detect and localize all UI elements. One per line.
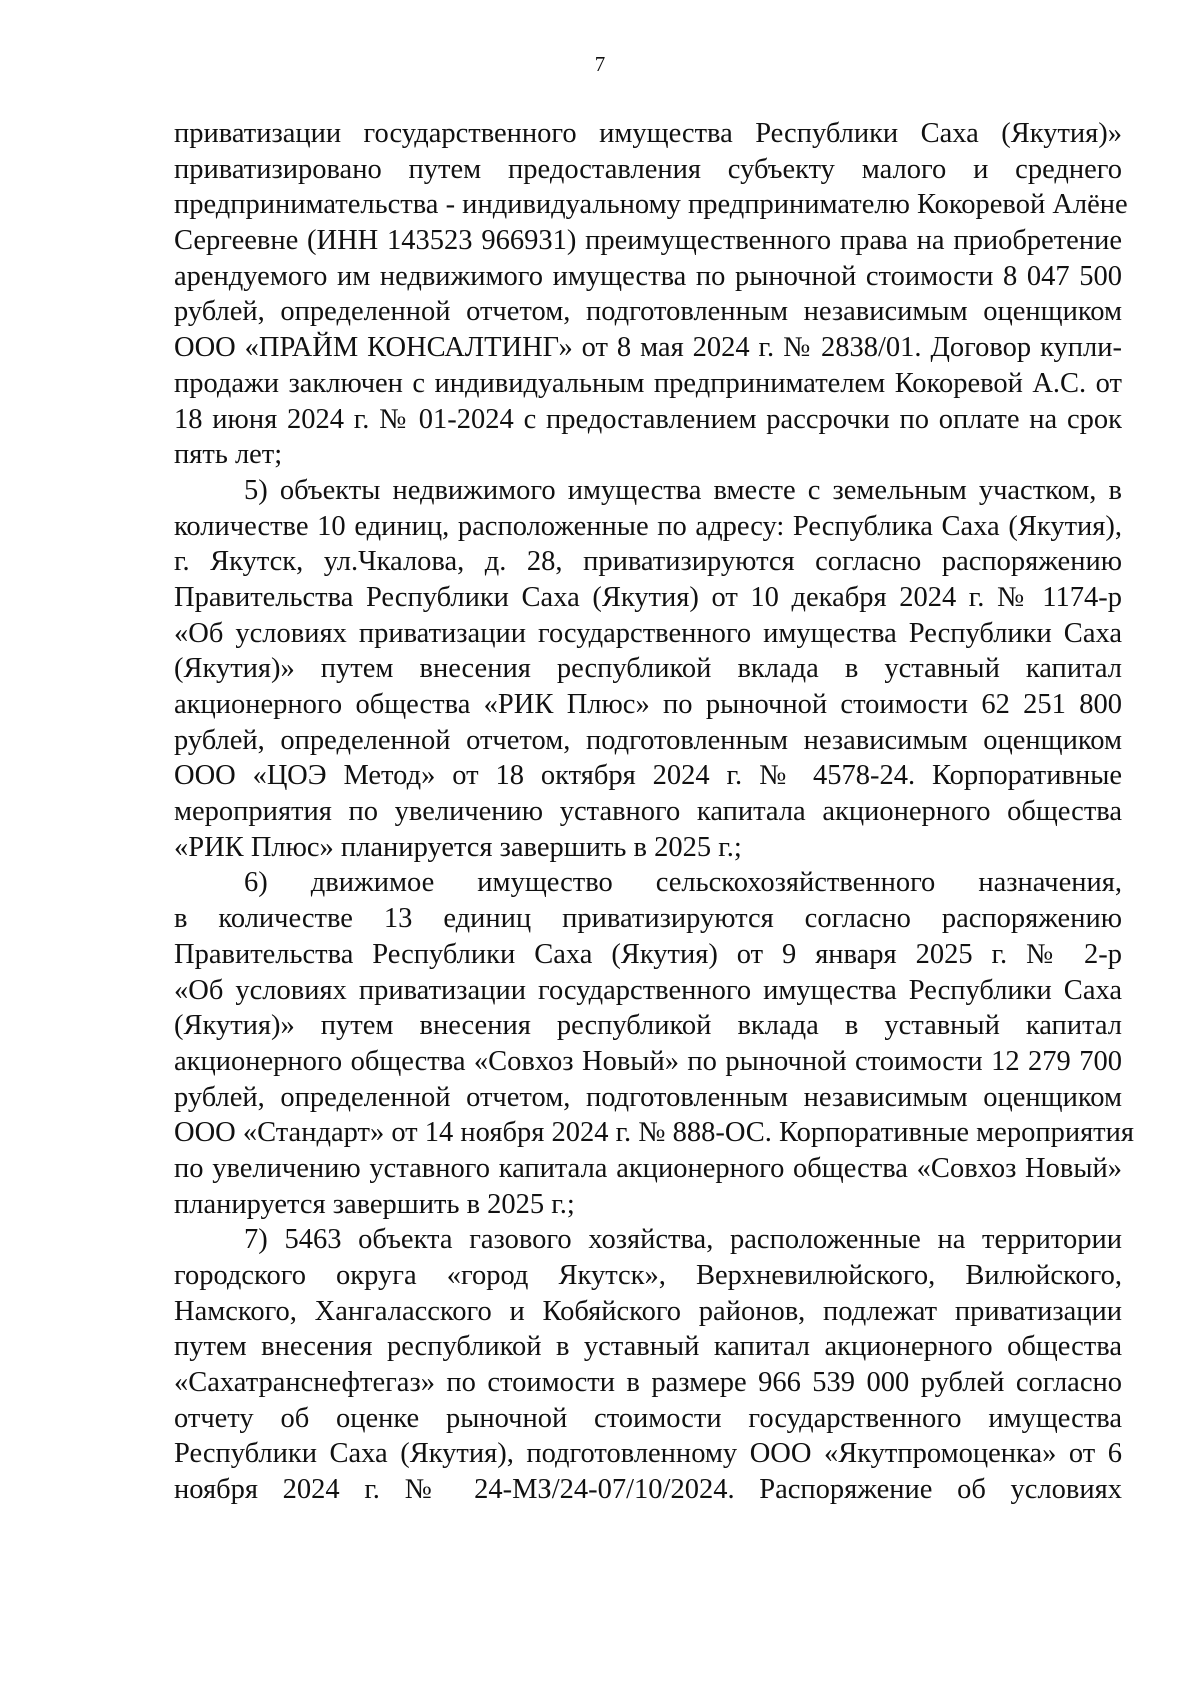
text-line: Правительства Республики Саха (Якутия) от 10 декабря 2024 г. № 1174-р [174, 581, 1122, 613]
text-line: мероприятия по увеличению уставного капитала акционерного общества [174, 796, 1122, 828]
text-line: городского округа «город Якутск», Верхневилюйского, Вилюйского, [174, 1260, 1122, 1291]
text-line: ООО «Стандарт» от 14 ноября 2024 г. № 888-ОС. Корпоративные мероприятия [174, 1117, 1134, 1149]
text-line: ноября 2024 г. № 24-МЗ/24-07/10/2024. Распоряжение об условиях [174, 1474, 1122, 1506]
text-line: «РИК Плюс» планируется завершить в 2025 г.; [174, 831, 742, 863]
text-line: продажи заключен с индивидуальным предпринимателем Кокоревой А.С. от [174, 367, 1122, 399]
text-line: путем внесения республикой в уставный капитал акционерного общества [174, 1331, 1122, 1363]
text-line: Сергеевне (ИНН 143523 966931) преимущественного права на приобретение [174, 225, 1122, 257]
text-line: пять лет; [174, 439, 283, 471]
document-body [174, 116, 1134, 1508]
text-line: г. Якутск, ул.Чкалова, д. 28, приватизируются согласно распоряжению [174, 546, 1122, 578]
text-line: 5) объекты недвижимого имущества вместе с земельным участком, в [244, 474, 1122, 506]
text-line: рублей, определенной отчетом, подготовленным независимым оценщиком [174, 724, 1122, 756]
text-line: 7) 5463 объекта газового хозяйства, расположенные на территории [244, 1224, 1122, 1256]
text-line: арендуемого им недвижимого имущества по рыночной стоимости 8 047 500 [174, 260, 1122, 292]
text-line: количестве 10 единиц, расположенные по адресу: Республика Саха (Якутия), [174, 510, 1122, 542]
text-line: приватизации государственного имущества Республики Саха (Якутия)» [174, 118, 1122, 149]
text-line: «Сахатранснефтегаз» по стоимости в размере 966 539 000 рублей согласно [174, 1367, 1122, 1399]
paragraph [174, 116, 1128, 473]
text-line: «Об условиях приватизации государственного имущества Республики Саха [174, 974, 1122, 1006]
text-line: отчету об оценке рыночной стоимости государственного имущества [174, 1402, 1122, 1434]
paragraph [174, 473, 1122, 866]
text-line: ООО «ЦОЭ Метод» от 18 октября 2024 г. № 4578-24. Корпоративные [174, 760, 1122, 792]
paragraph [174, 865, 1134, 1222]
text-line: Намского, Хангаласского и Кобяйского районов, подлежат приватизации [174, 1295, 1122, 1327]
text-line: Республики Саха (Якутия), подготовленному ООО «Якутпромоценка» от 6 [174, 1438, 1122, 1470]
text-line: рублей, определенной отчетом, подготовленным независимым оценщиком [174, 296, 1122, 328]
text-line: 6) движимое имущество сельскохозяйственного назначения, [244, 867, 1122, 899]
text-line: (Якутия)» путем внесения республикой вклада в уставный капитал [174, 1010, 1122, 1042]
paragraph [174, 1222, 1122, 1508]
text-line: Правительства Республики Саха (Якутия) от 9 января 2025 г. № 2-р [174, 938, 1122, 970]
page-number: 7 [594, 52, 606, 76]
text-line: рублей, определенной отчетом, подготовленным независимым оценщиком [174, 1081, 1122, 1113]
text-line: ООО «ПРАЙМ КОНСАЛТИНГ» от 8 мая 2024 г. № 2838/01. Договор купли- [174, 332, 1122, 364]
text-line: предпринимательства - индивидуальному предпринимателю Кокоревой Алёне [174, 189, 1128, 221]
text-line: акционерного общества «РИК Плюс» по рыночной стоимости 62 251 800 [174, 689, 1122, 720]
text-line: планируется завершить в 2025 г.; [174, 1188, 575, 1220]
text-line: (Якутия)» путем внесения республикой вклада в уставный капитал [174, 653, 1122, 685]
text-line: приватизировано путем предоставления субъекту малого и среднего [174, 153, 1122, 185]
text-line: в количестве 13 единиц приватизируются согласно распоряжению [174, 903, 1122, 935]
text-line: 18 июня 2024 г. № 01-2024 с предоставлением рассрочки по оплате на срок [174, 403, 1122, 435]
text-line: по увеличению уставного капитала акционерного общества «Совхоз Новый» [174, 1152, 1122, 1184]
text-line: «Об условиях приватизации государственного имущества Республики Саха [174, 617, 1122, 649]
text-line: акционерного общества «Совхоз Новый» по рыночной стоимости 12 279 700 [174, 1045, 1122, 1077]
